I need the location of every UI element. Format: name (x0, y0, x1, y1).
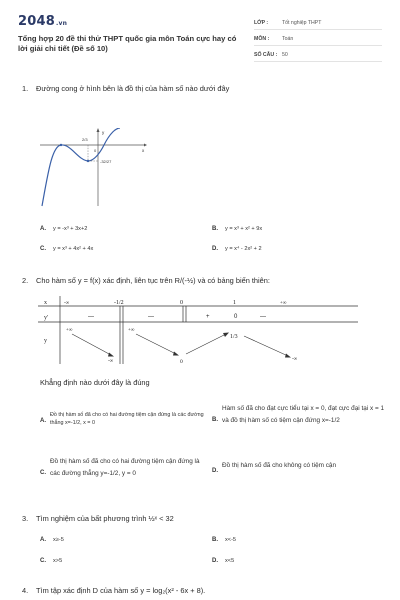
q1-option-a[interactable] (40, 226, 87, 232)
option-text: x<-5 (225, 537, 237, 543)
option-letter: C. (40, 470, 46, 476)
q3-option-d[interactable] (212, 558, 234, 564)
meta-key: SỐ CÂU : (254, 52, 278, 58)
option-letter: C. (40, 558, 46, 564)
variation-table (38, 292, 368, 366)
q1-option-b[interactable] (212, 226, 262, 232)
meta-key: MÔN : (254, 36, 270, 42)
arrow-head-icon (108, 353, 114, 357)
option-text: Đồ thị hàm số đã cho có hai đường tiệm cận đứng là các đường thẳng x=-1/2, x = 0 (50, 412, 204, 426)
option-letter: D. (212, 468, 218, 474)
question-number: 3. (22, 514, 29, 523)
y-value: -∞ (292, 357, 298, 362)
option-letter: A. (40, 418, 46, 424)
graph-point (87, 160, 89, 162)
q1-function-graph (38, 128, 148, 208)
sign: 0 (234, 314, 238, 320)
option-letter: B. (212, 226, 218, 232)
document-title: Tổng hợp 20 đề thi thử THPT quốc gia môn Toán cực hay có lời giải chi tiết (Đề số 10) (18, 34, 237, 53)
point-label-bottom: -32/27 (100, 159, 112, 164)
y-value: +∞ (66, 328, 73, 333)
sign: — (148, 314, 154, 320)
option-letter: B. (212, 537, 218, 543)
row-label-y: y (44, 338, 47, 344)
q2-statement: Khẳng định nào dưới đây là đúng (40, 378, 150, 387)
x-value: -∞ (64, 301, 70, 306)
q1-option-d[interactable] (212, 246, 262, 252)
graph-point (60, 144, 62, 146)
decrease-arrow (244, 336, 288, 356)
y-value: 0 (180, 359, 183, 365)
y-value: +∞ (128, 328, 135, 333)
option-letter: C. (40, 246, 46, 252)
question-text: Tìm nghiệm của bất phương trình ½ˣ < 32 (36, 514, 174, 523)
meta-value: Toán (282, 36, 294, 42)
x-value: 1 (233, 300, 236, 306)
meta-row-count (254, 49, 382, 62)
y-axis-arrow-icon (97, 128, 100, 132)
meta-key: LỚP : (254, 20, 269, 26)
option-text: x<5 (225, 558, 235, 564)
origin-label: 0 (94, 148, 97, 153)
arrow-head-icon (173, 352, 179, 356)
decrease-arrow (72, 334, 111, 355)
q3-option-a[interactable] (40, 537, 64, 543)
question-3 (22, 514, 382, 526)
q3-option-c[interactable] (40, 558, 62, 564)
document-header (18, 14, 382, 60)
sign: — (88, 314, 94, 320)
increase-arrow (186, 334, 226, 354)
q2-option-b[interactable] (212, 403, 384, 441)
meta-value: Tốt nghiệp THPT (282, 20, 322, 26)
option-letter: D. (212, 558, 218, 564)
question-1 (22, 84, 382, 96)
option-letter: A. (40, 537, 46, 543)
sign: + (206, 314, 210, 320)
question-4 (22, 586, 382, 598)
logo-text: 2048 (18, 14, 55, 29)
y-axis-label: y (102, 130, 105, 135)
option-text: Đồ thị hàm số đã cho có hai đường tiệm cận đứng là các đường thẳng y=-1/2, y = 0 (50, 458, 200, 477)
option-letter: D. (212, 246, 218, 252)
meta-value: 50 (282, 52, 288, 58)
option-text: y = x³ + x² + 9x (225, 226, 263, 232)
logo-suffix: .vn (55, 20, 68, 27)
sign: — (260, 314, 266, 320)
q3-option-b[interactable] (212, 537, 236, 543)
option-text: y = x³ + 4x² + 4x (53, 246, 94, 252)
arrow-head-icon (285, 354, 291, 358)
x-value: +∞ (280, 301, 287, 306)
row-label-x: x (44, 300, 47, 306)
question-number: 4. (22, 586, 29, 595)
x-value: 0 (180, 300, 183, 306)
y-value: 1/3 (230, 334, 238, 340)
x-axis-label: x (142, 148, 145, 153)
arrow-head-icon (223, 333, 229, 338)
decrease-arrow (136, 334, 176, 354)
meta-row-class (254, 17, 382, 30)
option-text: y = x⁴ - 2x² + 2 (225, 246, 262, 252)
q1-option-c[interactable] (40, 246, 93, 252)
option-text: x≥-5 (53, 537, 64, 543)
option-letter: A. (40, 226, 46, 232)
option-letter: B. (212, 417, 218, 423)
question-2 (22, 276, 382, 288)
question-number: 2. (22, 276, 29, 285)
option-text: y = -x³ + 3x+2 (53, 226, 88, 232)
x-value: -1/2 (114, 300, 124, 306)
x-axis-arrow-icon (144, 144, 147, 147)
question-number: 1. (22, 84, 29, 93)
question-text: Đường cong ở hình bên là đồ thị của hàm số nào dưới đây (36, 84, 230, 93)
q2-option-a[interactable] (40, 411, 210, 435)
option-text: x>5 (53, 558, 63, 564)
meta-panel (254, 17, 382, 65)
site-logo[interactable] (18, 14, 67, 29)
q2-option-c[interactable] (40, 456, 212, 494)
point-label-top: 2/3 (82, 137, 88, 142)
question-text: Cho hàm số y = f(x) xác định, liên tục trên R/(-½) và có bảng biến thiên: (36, 276, 270, 285)
y-value: -∞ (108, 359, 114, 364)
question-text: Tìm tập xác định D của hàm số y = log₂(x² - 6x + 8). (36, 586, 206, 595)
meta-row-subject (254, 33, 382, 46)
option-text: Hàm số đã cho đạt cực tiểu tại x = 0, đạt cực đại tại x = 1 và đồ thị hàm số có tiệm cận đứng x=-1/2 (222, 405, 385, 424)
option-text: Đồ thị hàm số đã cho không có tiệm cận (222, 462, 337, 469)
q2-option-d[interactable] (212, 460, 384, 488)
curve (42, 128, 120, 206)
row-label-yprime: y' (44, 315, 49, 321)
